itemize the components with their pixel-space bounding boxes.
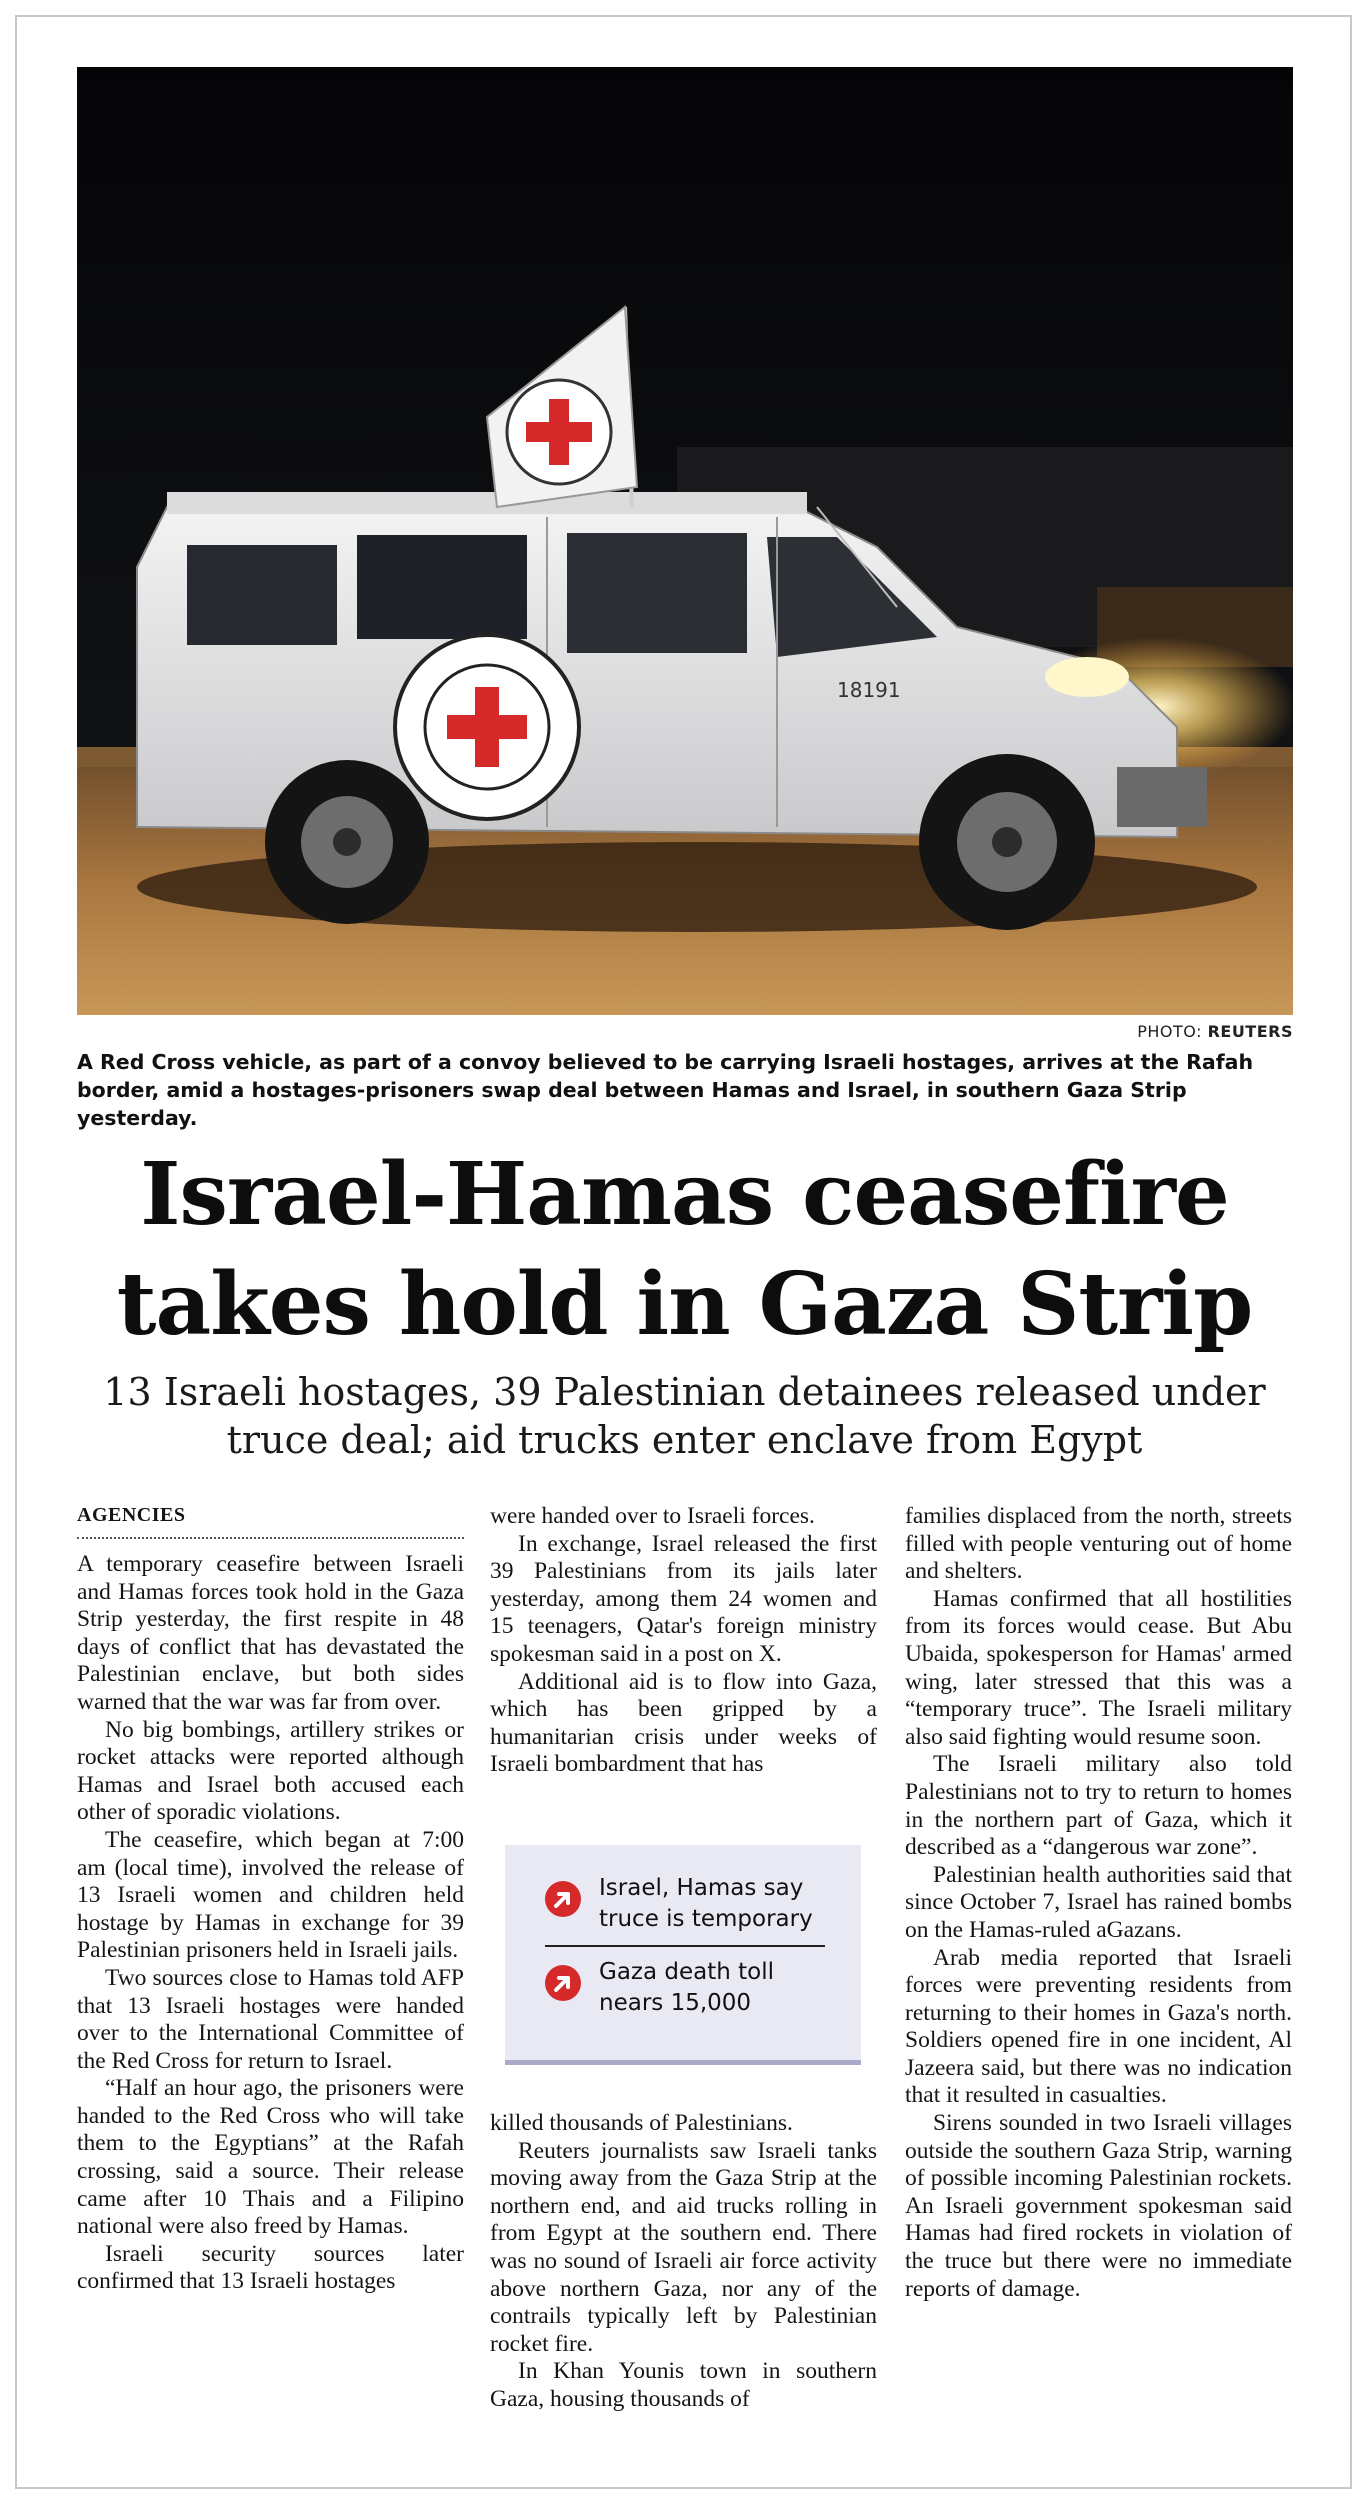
paragraph: The ceasefire, which began at 7:00 am (local time), involved the release of 13 Israeli women and children held hostage by Hamas in exchange for 39 Palestinian prisoners held in Israeli jails. (77, 1826, 464, 1964)
related-story-1[interactable] (545, 1873, 845, 1935)
related-story-title: Israel, Hamas say truce is temporary (599, 1875, 813, 1932)
paragraph: were handed over to Israeli forces. (490, 1503, 815, 1529)
subheadline-line-2: truce deal; aid trucks enter enclave from Egypt (226, 1418, 1143, 1462)
paragraph: Sirens sounded in two Israeli villages outside the southern Gaza Strip, warning of possible incoming Palestinian rockets. An Israeli government spokesman said Hamas had fired rockets in violation of the truce but there were no immediate reports of damage. (905, 2110, 1292, 2302)
paragraph: families displaced from the north, streets filled with people venturing out of home and shelters. (905, 1503, 1292, 1585)
paragraph: A temporary ceasefire between Israeli and Hamas forces took hold in the Gaza Strip yesterday, the first respite in 48 days of conflict that has devastated the Palestinian enclave, but both sides warned that the war was far from over. (77, 1551, 464, 1715)
article-column-2-bottom (490, 2110, 877, 2414)
paragraph: The Israeli military also told Palestinians not to try to return to homes in the northern part of Gaza, which it described as a “dangerous war zone”. (905, 1751, 1292, 1861)
red-cross-vehicle-illustration (77, 67, 1293, 1015)
byline: AGENCIES (77, 1503, 464, 1539)
photo-credit-prefix: PHOTO: (1137, 1022, 1202, 1041)
infobox-bottom-bar (505, 2060, 861, 2065)
paragraph: killed thousands of Palestinians. (490, 2110, 793, 2136)
headline-line-1: Israel-Hamas ceasefire (140, 1144, 1229, 1245)
headline-line-2: takes hold in Gaza Strip (116, 1254, 1253, 1355)
arrow-up-right-icon (545, 1881, 581, 1917)
subheadline-line-1: 13 Israeli hostages, 39 Palestinian detainees released under (103, 1370, 1266, 1414)
paragraph: Palestinian health authorities said that since October 7, Israel has rained bombs on the Hamas-ruled aGazans. (905, 1861, 1292, 1943)
news-photo (77, 67, 1293, 1015)
related-story-title: Gaza death toll nears 15,000 (599, 1959, 775, 2016)
paragraph: Reuters journalists saw Israeli tanks moving away from the Gaza Strip at the northern end, and aid trucks rolling in from Egypt at the southern end. There was no sound of Israeli air force activity above northern Gaza, nor any of the contrails typically left by Palestinian rocket fire. (490, 2137, 877, 2357)
article-column-2-top (490, 1503, 877, 1779)
paragraph: Additional aid is to flow into Gaza, which has been gripped by a humanitarian crisis under weeks of Israeli bombardment that has (490, 1668, 877, 1778)
article-column-1 (77, 1503, 464, 2296)
vehicle-number: 18191 (837, 678, 901, 702)
arrow-up-right-icon (545, 1965, 581, 2001)
divider (545, 1945, 825, 1947)
paragraph: In exchange, Israel released the first 39 Palestinians from its jails later yesterday, among them 24 women and 15 teenagers, Qatar's foreign ministry spokesman said in a post on X. (490, 1530, 877, 1667)
paragraph: No big bombings, artillery strikes or rocket attacks were reported although Hamas and Israel both accused each other of sporadic violations. (77, 1716, 464, 1826)
paragraph: Israeli security sources later confirmed that 13 Israeli hostages (77, 2240, 464, 2295)
headline (40, 1140, 1329, 1360)
paragraph: Hamas confirmed that all hostilities from its forces would cease. But Abu Ubaida, spokesperson for Hamas' armed wing, later stressed that this was a “temporary truce”. The Israeli military also said fighting would resume soon. (905, 1585, 1292, 1750)
photo-credit-source: REUTERS (1207, 1022, 1293, 1041)
related-story-2[interactable] (545, 1957, 845, 2019)
related-stories-box (505, 1845, 861, 2065)
paragraph: Two sources close to Hamas told AFP that 13 Israeli hostages were handed over to the International Committee of the Red Cross for return to Israel. (77, 1964, 464, 2074)
article-column-3 (905, 1503, 1292, 2303)
photo-credit (1137, 1022, 1293, 1041)
paragraph: “Half an hour ago, the prisoners were handed to the Red Cross who will take them to the Egyptians” at the Rafah crossing, said a source. Their release came after 10 Thais and a Filipino national were also freed by Hamas. (77, 2075, 464, 2240)
paragraph: Arab media reported that Israeli forces were preventing residents from returning to their homes in Gaza's north. Soldiers opened fire in one incident, Al Jazeera said, but there was no indication that it resulted in casualties. (905, 1944, 1292, 2109)
paragraph: In Khan Younis town in southern Gaza, housing thousands of (490, 2358, 877, 2412)
subheadline (60, 1368, 1309, 1464)
photo-caption: A Red Cross vehicle, as part of a convoy believed to be carrying Israeli hostages, arrives at the Rafah border, amid a hostages-prisoners swap deal between Hamas and Israel, in southern Gaza Strip yesterday. (77, 1050, 1254, 1130)
